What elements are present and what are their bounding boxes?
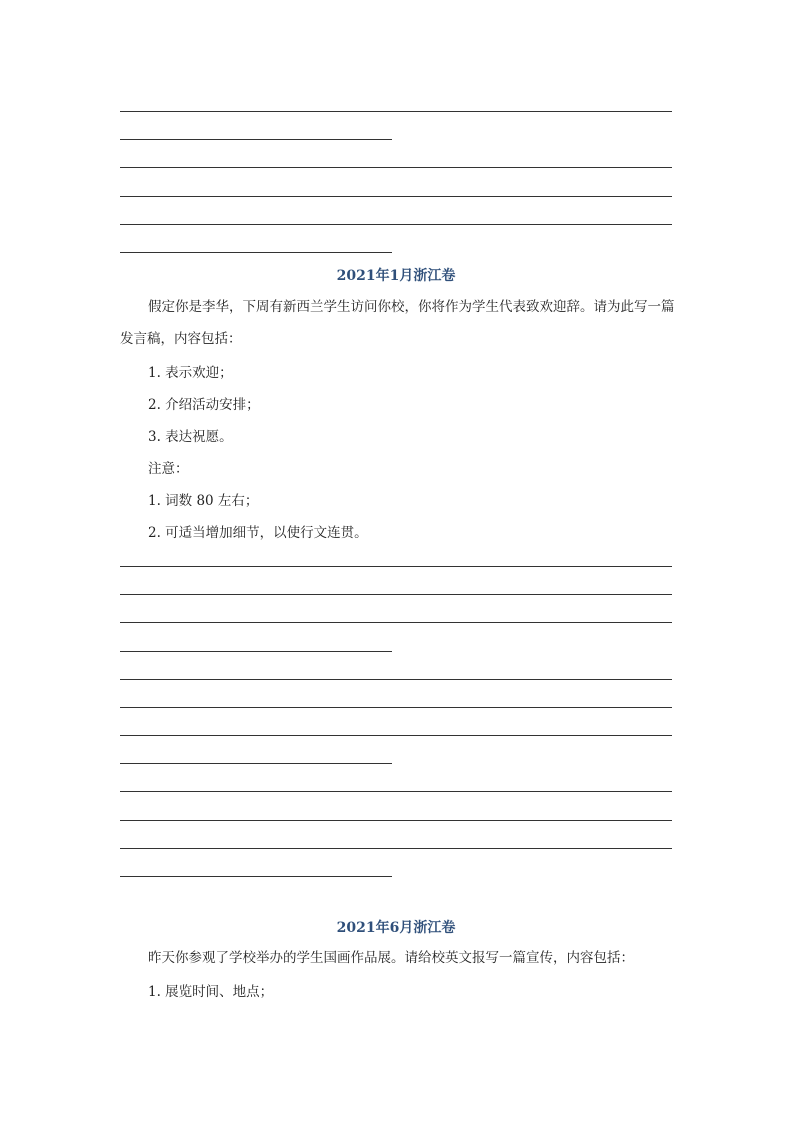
writing-line [120, 820, 672, 821]
writing-line [120, 196, 672, 197]
writing-line [120, 224, 672, 225]
list-item: 3. 表达祝愿。 [148, 429, 233, 445]
list-item: 2. 可适当增加细节，以使行文连贯。 [148, 525, 368, 541]
list-item: 1. 词数 80 左右； [148, 493, 259, 509]
list-item: 1. 展览时间、地点； [148, 984, 274, 1000]
writing-line [120, 707, 672, 708]
writing-line [120, 763, 392, 764]
writing-line [120, 594, 672, 595]
writing-line [120, 679, 672, 680]
writing-line [120, 167, 672, 168]
section-heading: 2021年1月浙江卷 [336, 268, 456, 284]
writing-line [120, 566, 672, 567]
list-item: 1. 表示欢迎； [148, 365, 233, 381]
writing-line [120, 876, 392, 877]
list-item: 2. 介绍活动安排； [148, 397, 260, 413]
task-prompt: 昨天你参观了学校举办的学生国画作品展。请给校英文报写一篇宣传，内容包括： [148, 950, 634, 966]
writing-line [120, 111, 672, 112]
section-heading: 2021年6月浙江卷 [336, 920, 456, 936]
note-label: 注意： [148, 461, 189, 477]
writing-line [120, 848, 672, 849]
writing-line [120, 139, 392, 140]
writing-line [120, 735, 672, 736]
writing-line [120, 791, 672, 792]
writing-line [120, 651, 392, 652]
task-prompt: 假定你是李华，下周有新西兰学生访问你校，你将作为学生代表致欢迎辞。请为此写一篇 发言稿，内容包括： [120, 299, 675, 347]
writing-line [120, 252, 392, 253]
writing-line [120, 622, 672, 623]
